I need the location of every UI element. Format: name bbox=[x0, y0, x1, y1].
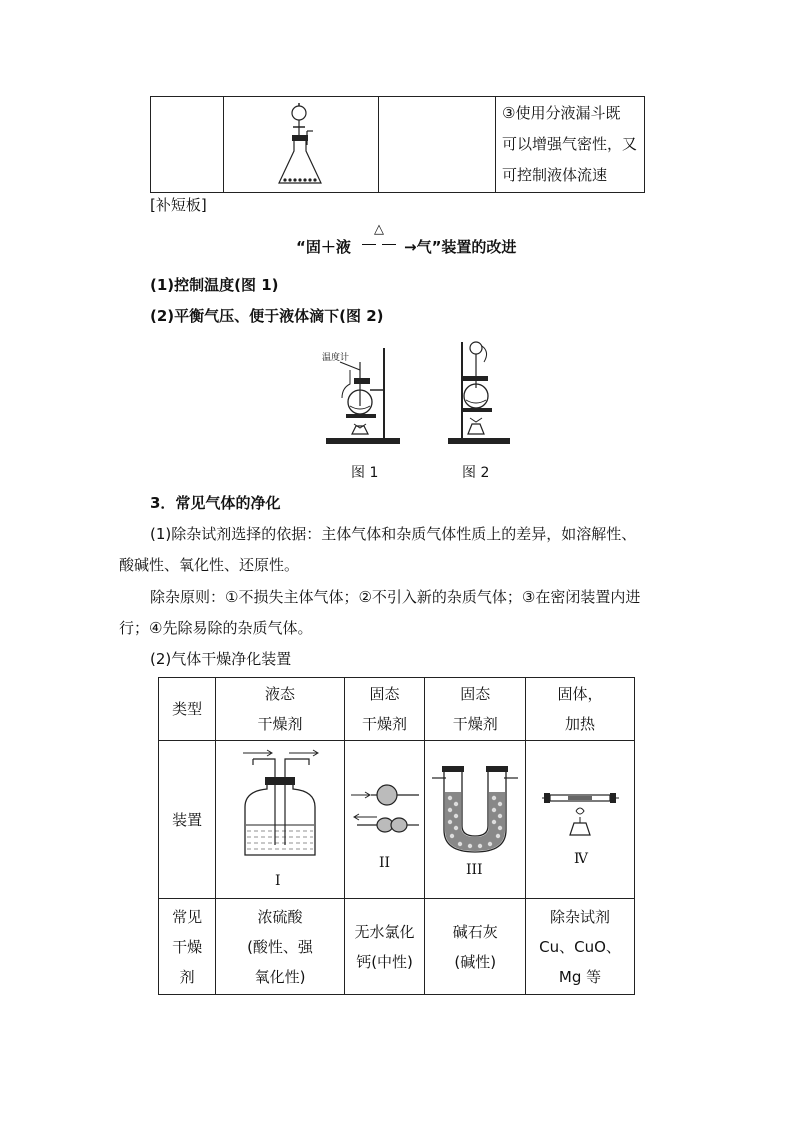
row-header-device: 装置 bbox=[159, 741, 216, 899]
figure-1-caption: 图 1 bbox=[351, 465, 379, 481]
figure-2-apparatus bbox=[444, 336, 514, 448]
device-label-2: II bbox=[378, 854, 390, 871]
supplement-heading-left: “固＋液 bbox=[296, 238, 351, 256]
figure-1-apparatus bbox=[320, 340, 406, 448]
empty-cell bbox=[151, 97, 224, 193]
table-row bbox=[159, 678, 635, 741]
header-solid-desiccant-1: 固态 干燥剂 bbox=[344, 678, 425, 741]
note-line: 可控制液体流速 bbox=[502, 166, 608, 184]
heated-tube-icon bbox=[540, 765, 620, 875]
note-line: 可以增强气密性，又 bbox=[502, 135, 638, 153]
device-drying-tubes bbox=[344, 741, 425, 899]
note-line: ③使用分液漏斗既 bbox=[502, 104, 621, 122]
para2-line1: 除杂原则：①不损失主体气体；②不引入新的杂质气体；③在密闭装置内进 bbox=[150, 588, 641, 606]
gas-washing-bottle-icon bbox=[225, 745, 335, 895]
heat-arrow-symbol bbox=[360, 224, 404, 254]
funnel-note-cell bbox=[496, 97, 645, 193]
device-heated-tube bbox=[526, 741, 635, 899]
row-header-agent: 常见 干燥 剂 bbox=[159, 899, 216, 995]
device-label-1: I bbox=[274, 872, 281, 889]
point-2: (2)平衡气压、便于液体滴下(图 2) bbox=[150, 307, 384, 325]
table-row bbox=[159, 741, 635, 899]
table-row bbox=[159, 899, 635, 995]
separatory-funnel-flask-cell bbox=[224, 97, 379, 193]
header-solid-desiccant-2: 固态 干燥剂 bbox=[425, 678, 526, 741]
point-1: (1)控制温度(图 1) bbox=[150, 276, 279, 294]
device-label-4: Ⅳ bbox=[574, 850, 589, 867]
device-u-tube bbox=[425, 741, 526, 899]
agent-heated: 除杂试剂 Cu、CuO、 Mg 等 bbox=[526, 899, 635, 995]
section-3-title: 3．常见气体的净化 bbox=[150, 494, 281, 512]
header-solid-heated: 固体， 加热 bbox=[526, 678, 635, 741]
agent-solid-1: 无水氯化 钙(中性) bbox=[344, 899, 425, 995]
agent-solid-2: 碱石灰 (碱性) bbox=[425, 899, 526, 995]
thermometer-label: 温度计 bbox=[322, 353, 350, 363]
drying-tube-icon bbox=[347, 765, 423, 875]
supplement-label: [补短板] bbox=[150, 196, 207, 214]
heat-triangle: △ bbox=[374, 222, 384, 237]
figure-2-caption: 图 2 bbox=[462, 465, 490, 481]
row-header-type: 类型 bbox=[159, 678, 216, 741]
empty-cell bbox=[379, 97, 496, 193]
device-gas-washing-bottle bbox=[216, 741, 344, 899]
device-label-3: III bbox=[466, 861, 483, 878]
u-tube-icon bbox=[430, 760, 520, 880]
para1-line2: 酸碱性、氧化性、还原性。 bbox=[119, 556, 300, 574]
para1-line1: (1)除杂试剂选择的依据：主体气体和杂质气体性质上的差异，如溶解性、 bbox=[150, 525, 637, 543]
gas-drying-table bbox=[158, 677, 635, 995]
header-liquid-desiccant: 液态 干燥剂 bbox=[216, 678, 344, 741]
separatory-funnel-flask-icon bbox=[271, 101, 331, 189]
agent-liquid: 浓硫酸 (酸性、强 氧化性) bbox=[216, 899, 344, 995]
apparatus-table-fragment bbox=[150, 96, 645, 193]
supplement-heading-right: →气”装置的改进 bbox=[404, 238, 517, 256]
para2-line2: 行；④先除易除的杂质气体。 bbox=[119, 619, 313, 637]
subheading-2: (2)气体干燥净化装置 bbox=[150, 650, 292, 668]
